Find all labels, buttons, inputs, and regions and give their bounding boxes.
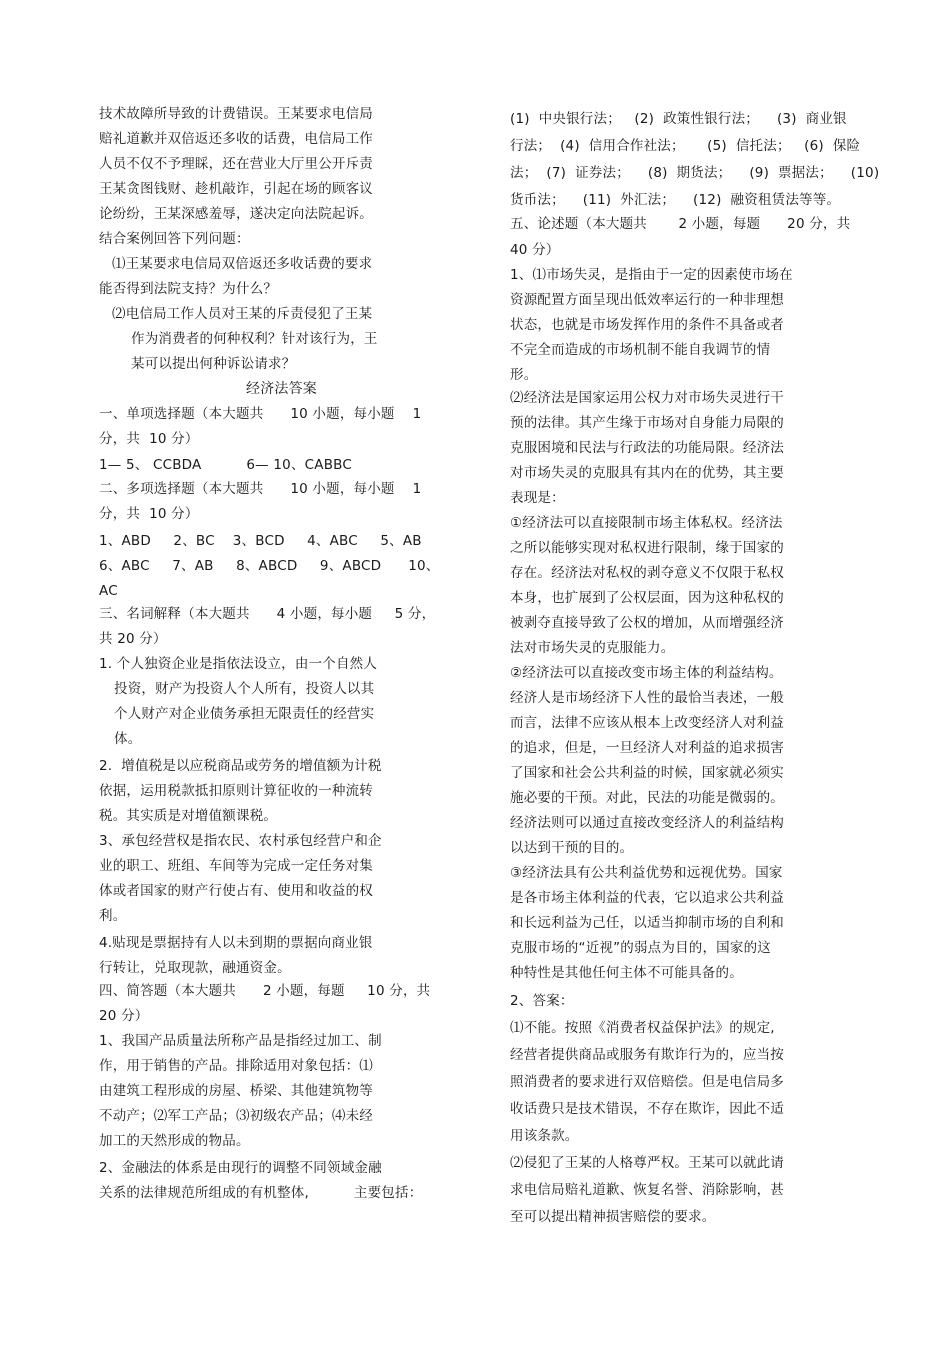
term-line: 行转让，兑取现款，融通资金。 [99,960,291,976]
essay-line: 以达到干预的目的。 [510,840,634,856]
essay-line: 之所以能够实现对私权进行限制，缘于国家的 [510,540,784,556]
short-answer-line: 不动产；⑵军工产品；⑶初级农产品；⑷未经 [99,1108,373,1124]
essay-line: 照消费者的要求进行双倍赔偿。但是电信局多 [510,1074,784,1090]
term-line: 税。其实质是对增值额课税。 [99,808,278,824]
essay-line: 和长远利益为己任，以适当抑制市场的自利和 [510,915,784,931]
essay-line: ⑴不能。按照《消费者权益保护法》的规定, [510,1020,775,1036]
essay-line: 存在。经济法对私权的剥夺意义不仅限于私权 [510,565,784,581]
essay-line: 1、⑴市场失灵，是指由于一定的因素使市场在 [510,267,793,283]
case-text-line: 技术故障所导致的计费错误。王某要求电信局 [99,106,373,122]
case-question-line: 作为消费者的何种权利？针对该行为，王 [131,331,378,347]
term-line: 体或者国家的财产行使占有、使用和收益的权 [99,883,373,899]
section-heading: 五、论述题（本大题共 2 小题，每题 20 分，共 [510,216,851,232]
essay-line: 是各市场主体利益的代表，它以追求公共利益 [510,890,784,906]
term-line: 体。 [114,731,142,747]
finance-list-line: (1) 中央银行法； (2) 政策性银行法； (3) 商业银 [510,111,847,127]
section-heading: 二、多项选择题（本大题共 10 小题，每小题 1 [99,481,422,497]
essay-line: 表现是： [510,490,565,506]
answer-title: 经济法答案 [246,381,317,397]
essay-line: 形。 [510,367,538,383]
essay-line: ⑵侵犯了王某的人格尊严权。王某可以就此请 [510,1155,784,1171]
essay-line: 经营者提供商品或服务有欺诈行为的，应当按 [510,1047,784,1063]
case-question-line: 能否得到法院支持？为什么？ [99,281,278,297]
case-text-line: 人员不仅不予理睬，还在营业大厅里公开斥责 [99,156,373,172]
essay-line: 种特性是其他任何主体不可能具备的。 [510,965,743,981]
essay-line: 对市场失灵的克服具有其内在的优势，其主要 [510,465,784,481]
essay-line: 收话费只是技术错误，不存在欺诈，因此不适 [510,1101,784,1117]
short-answer-line: 2、金融法的体系是由现行的调整不同领域金融 [99,1160,382,1176]
case-question-line: ⑴王某要求电信局双倍返还多收话费的要求 [112,256,373,272]
essay-line: 施必要的干预。对此，民法的功能是微弱的。 [510,790,784,806]
case-text-line: 结合案例回答下列问题： [99,231,250,247]
section-heading: 四、简答题（本大题共 2 小题，每题 10 分，共 [99,983,431,999]
answer-line: 6、ABC 7、AB 8、ABCD 9、ABCD 10、 [99,558,440,574]
term-line: 投资，财产为投资人个人所有，投资人以其 [114,681,375,697]
essay-line: 法对市场失灵的克服能力。 [510,640,675,656]
answer-line: AC [99,583,118,599]
short-answer-line: 1、我国产品质量法所称产品是指经过加工、制 [99,1033,382,1049]
finance-list-line: 法； (7) 证券法； (8) 期货法； (9) 票据法； (10) [510,165,880,181]
case-question-line: 某可以提出何种诉讼请求？ [131,356,296,372]
essay-line: ②经济法可以直接改变市场主体的利益结构。 [510,665,783,681]
essay-line: 本身，也扩展到了公权层面，因为这种私权的 [510,590,784,606]
essay-line: 资源配置方面呈现出低效率运行的一种非理想 [510,292,784,308]
essay-line: 状态，也就是市场发挥作用的条件不具备或者 [510,317,784,333]
essay-line: ⑵经济法是国家运用公权力对市场失灵进行干 [510,390,784,406]
term-line: 1. 个人独资企业是指依法设立，由一个自然人 [99,656,378,672]
essay-line: 求电信局赔礼道歉、恢复名誉、消除影响，甚 [510,1182,784,1198]
term-line: 个人财产对企业债务承担无限责任的经营实 [114,706,375,722]
essay-line: 经济人是市场经济下人性的最恰当表述，一般 [510,690,784,706]
term-line: 业的职工、班组、车间等为完成一定任务对集 [99,858,373,874]
case-question-line: ⑵电信局工作人员对王某的斥责侵犯了王某 [112,306,373,322]
term-line: 4.贴现是票据持有人以未到期的票据向商业银 [99,935,373,951]
short-answer-line: 由建筑工程形成的房屋、桥梁、其他建筑物等 [99,1083,373,1099]
finance-list-line: 货币法； (11) 外汇法； (12) 融资租赁法等等。 [510,192,841,208]
term-line: 2. 增值税是以应税商品或劳务的增值额为计税 [99,758,382,774]
essay-line: 经济法则可以通过直接改变经济人的利益结构 [510,815,784,831]
essay-line: 被剥夺直接导致了公权的增加，从而增强经济 [510,615,784,631]
term-line: 利。 [99,908,127,924]
short-answer-line: 加工的天然形成的物品。 [99,1133,250,1149]
section-heading: 一、单项选择题（本大题共 10 小题，每小题 1 [99,406,422,422]
essay-line: 克服困境和民法与行政法的功能局限。经济法 [510,440,784,456]
essay-line: ③经济法具有公共利益优势和远视优势。国家 [510,865,783,881]
section-heading: 分，共 10 分） [99,431,199,447]
essay-line: 不完全而造成的市场机制不能自我调节的情 [510,342,771,358]
case-text-line: 赔礼道歉并双倍返还多收的话费，电信局工作 [99,131,373,147]
answer-line: 1、ABD 2、BC 3、BCD 4、ABC 5、AB [99,533,422,549]
section-heading: 共 20 分） [99,631,167,647]
essay-line: 预的法律。其产生缘于市场对自身能力局限的 [510,415,784,431]
short-answer-line: 作，用于销售的产品。排除适用对象包括：⑴ [99,1058,373,1074]
term-line: 依据，运用税款抵扣原则计算征收的一种流转 [99,783,373,799]
short-answer-line: 关系的法律规范所组成的有机整体, 主要包括： [99,1185,423,1201]
case-text-line: 论纷纷，王某深感羞辱，遂决定向法院起诉。 [99,206,373,222]
case-text-line: 王某贪图钱财、趁机敲诈，引起在场的顾客议 [99,181,373,197]
term-line: 3、承包经营权是指农民、农村承包经营户和企 [99,833,382,849]
answer-line: 1— 5、 CCBDA 6— 10、CABBC [99,457,353,473]
essay-line: ①经济法可以直接限制市场主体私权。经济法 [510,515,783,531]
section-heading: 40 分） [510,242,560,258]
essay-line: 了国家和社会公共利益的时候，国家就必须实 [510,765,784,781]
section-heading: 20 分） [99,1008,149,1024]
section-heading: 分，共 10 分） [99,506,199,522]
essay-heading: 2、答案： [510,993,574,1009]
essay-line: 至可以提出精神损害赔偿的要求。 [510,1209,716,1225]
essay-line: 用该条款。 [510,1128,579,1144]
section-heading: 三、名词解释（本大题共 4 小题，每小题 5 分， [99,606,436,622]
essay-line: 的追求，但是，一旦经济人对利益的追求损害 [510,740,784,756]
essay-line: 而言，法律不应该从根本上改变经济人对利益 [510,715,784,731]
finance-list-line: 行法； (4) 信用合作社法； (5) 信托法； (6) 保险 [510,138,861,154]
essay-line: 克服市场的“近视”的弱点为目的，国家的这 [510,940,771,956]
